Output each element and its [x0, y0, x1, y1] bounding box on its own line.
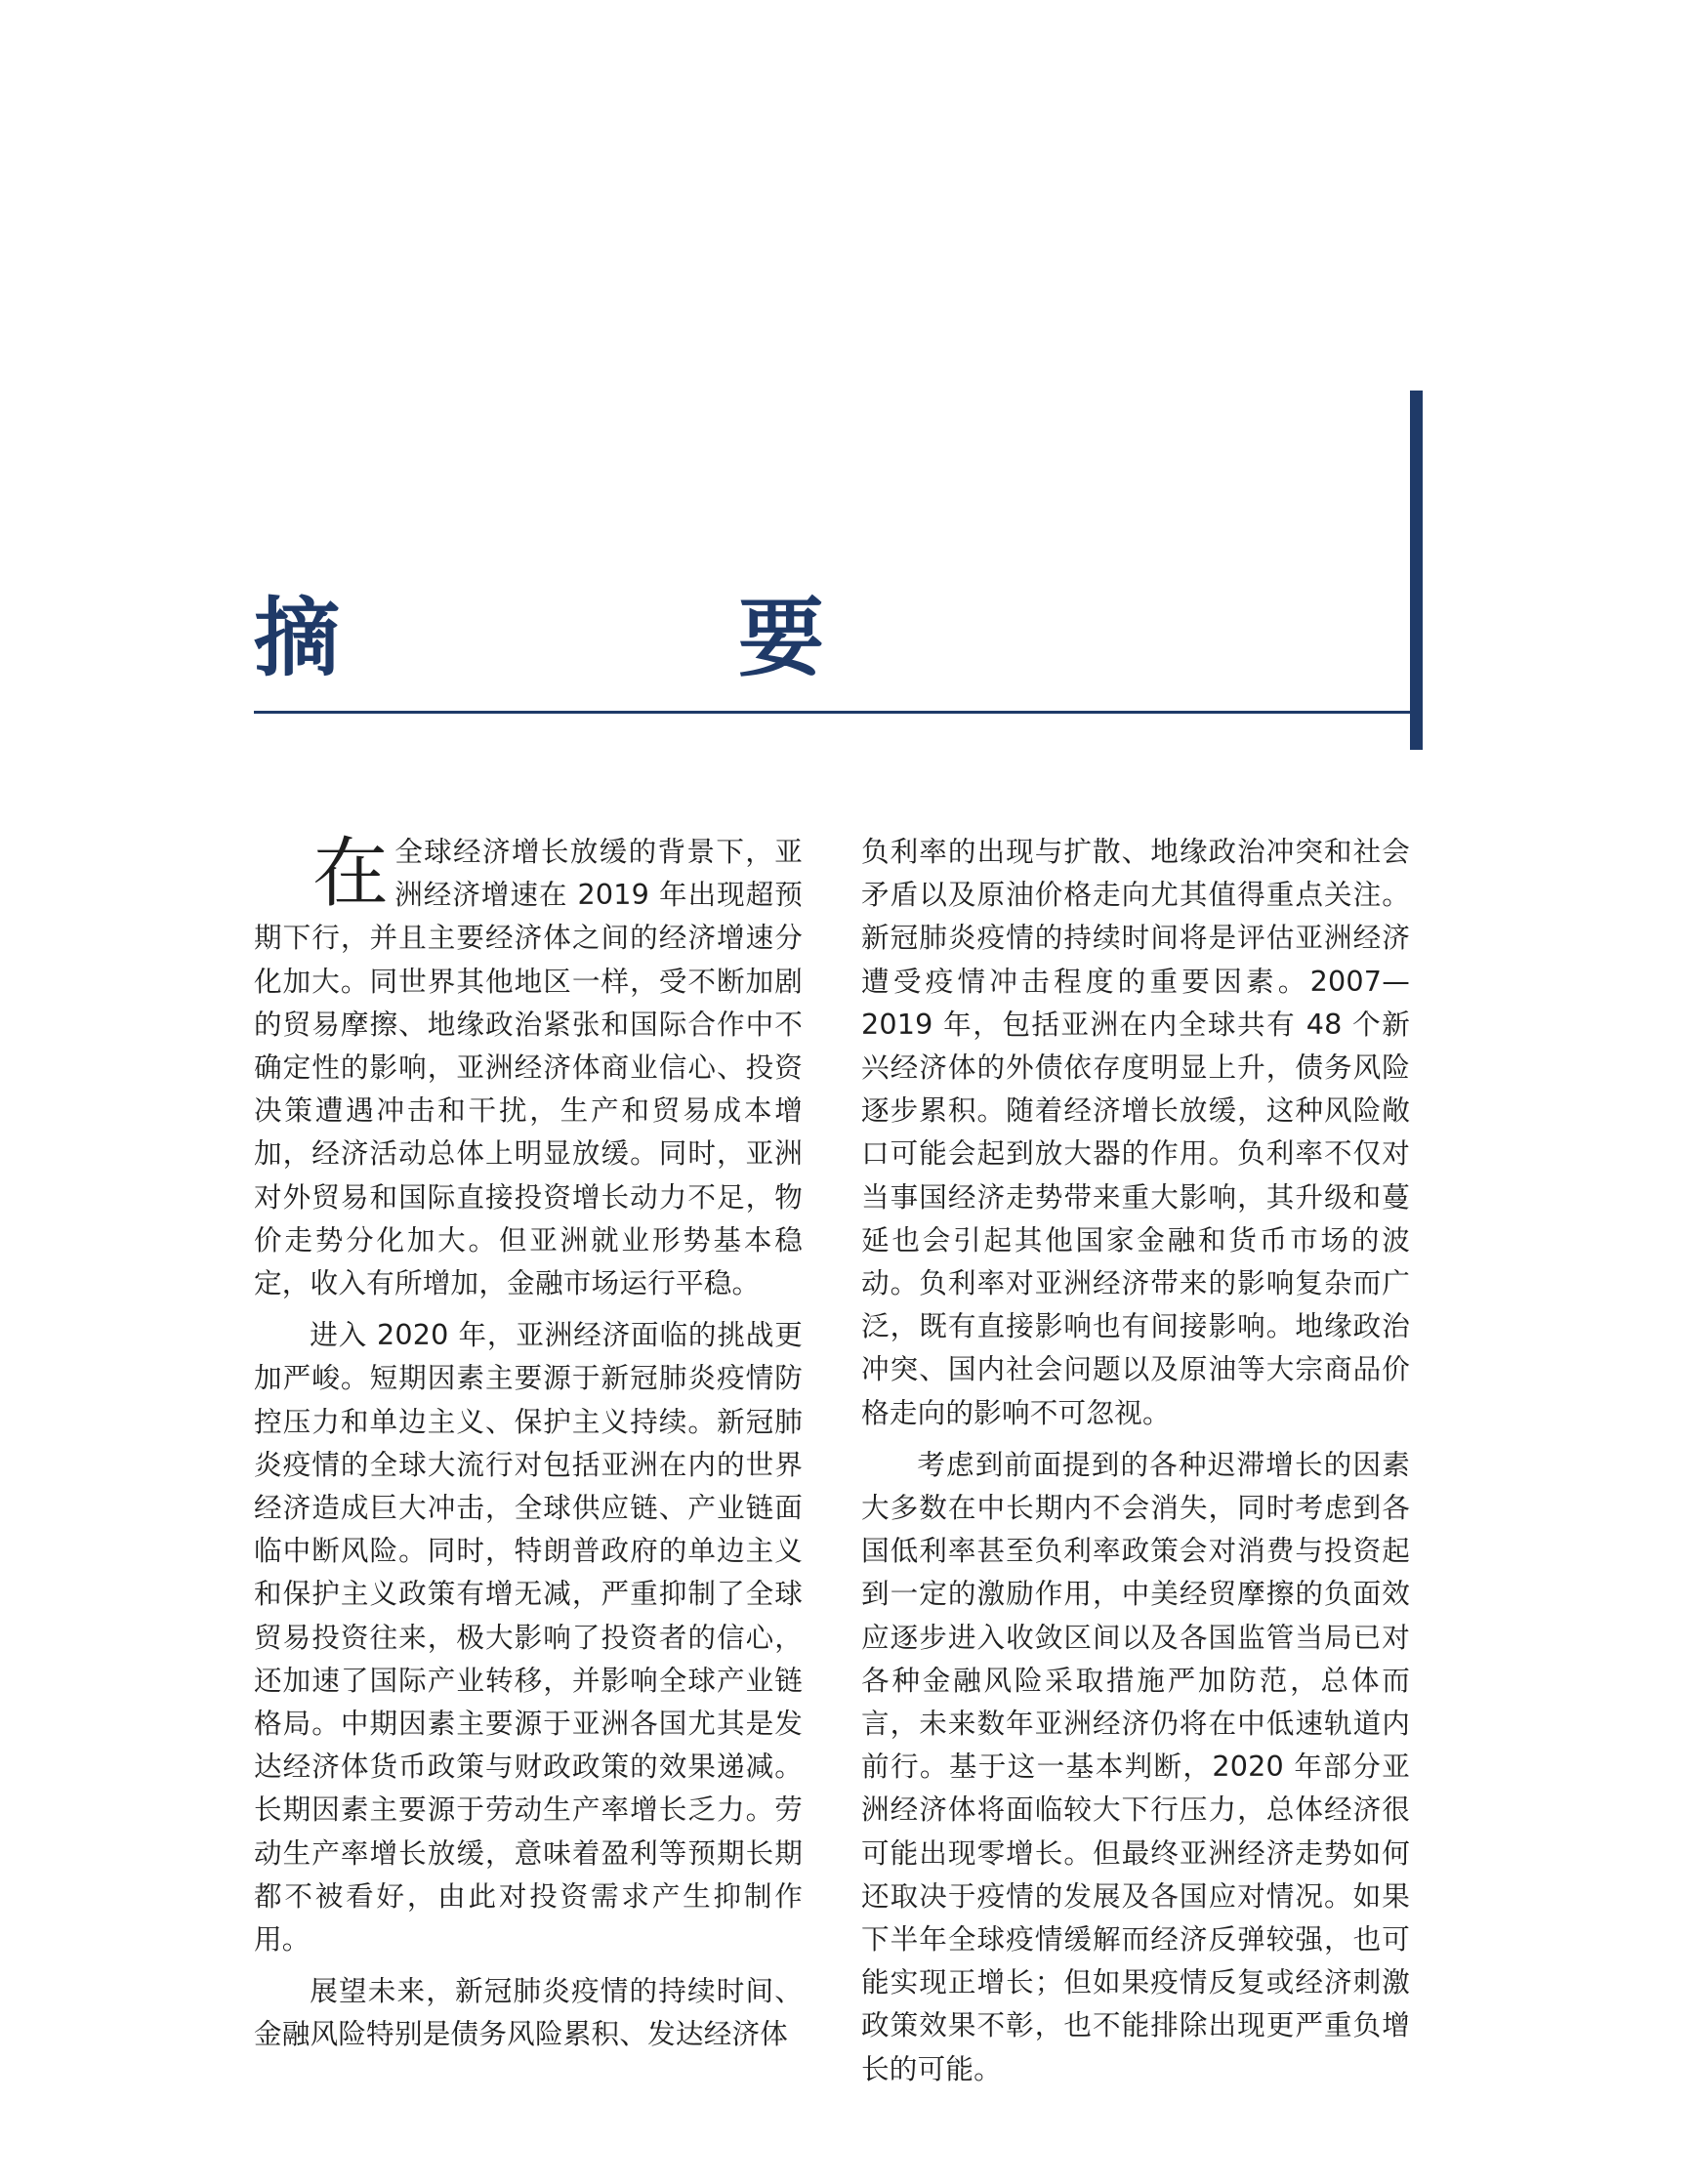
paragraph-1: [254, 830, 803, 1304]
right-column: [861, 830, 1410, 2099]
drop-cap: 在: [312, 830, 390, 918]
title-accent-bar: [1410, 391, 1423, 750]
title-underline: [254, 711, 1416, 714]
paragraph-2: 进入 2020 年，亚洲经济面临的挑战更加严峻。短期因素主要源于新冠肺炎疫情防控压力和单边主义、保护主义持续。新冠肺炎疫情的全球大流行对包括亚洲在内的世界经济造成巨大冲击，全球供应链、产业链面临中断风险。同时，特朗普政府的单边主义和保护主义政策有增无减，严重抑制了全球贸易投资往来，极大影响了投资者的信心，还加速了国际产业转移，并影响全球产业链格局。中期因素主要源于亚洲各国尤其是发达经济体货币政策与财政政策的效果递减。长期因素主要源于劳动生产率增长乏力。劳动生产率增长放缓，意味着盈利等预期长期都不被看好，由此对投资需求产生抑制作用。: [254, 1318, 803, 1957]
paragraph-3-continued: 负利率的出现与扩散、地缘政治冲突和社会矛盾以及原油价格走向尤其值得重点关注。新冠肺炎疫情的持续时间将是评估亚洲经济遭受疫情冲击程度的重要因素。2007—2019 年，包括亚洲在内全球共有 48 个新兴经济体的外债依存度明显上升，债务风险逐步累积。随着经济增长放缓，这种风险敞口可能会起到放大器的作用。负利率不仅对当事国经济走势带来重大影响，其升级和蔓延也会引起其他国家金融和货币市场的波动。负利率对亚洲经济带来的影响复杂而广泛，既有直接影响也有间接影响。地缘政治冲突、国内社会问题以及原油等大宗商品价格走向的影响不可忽视。: [861, 835, 1410, 1429]
paragraph-3: 展望未来，新冠肺炎疫情的持续时间、金融风险特别是债务风险累积、发达经济体: [254, 1974, 803, 2051]
page-title: 摘 要: [254, 588, 981, 688]
paragraph-1-text: 全球经济增长放缓的背景下，亚洲经济增速在 2019 年出现超预期下行，并且主要经济体之间的经济增速分化加大。同世界其他地区一样，受不断加剧的贸易摩擦、地缘政治紧张和国际合作中不确定性的影响，亚洲经济体商业信心、投资决策遭遇冲击和干扰，生产和贸易成本增加，经济活动总体上明显放缓。同时，亚洲对外贸易和国际直接投资增长动力不足，物价走势分化加大。但亚洲就业形势基本稳定，收入有所增加，金融市场运行平稳。: [254, 835, 803, 1300]
left-column: [254, 830, 803, 2065]
paragraph-4: 考虑到前面提到的各种迟滞增长的因素大多数在中长期内不会消失，同时考虑到各国低利率甚至负利率政策会对消费与投资起到一定的激励作用，中美经贸摩擦的负面效应逐步进入收敛区间以及各国监管当局已对各种金融风险采取措施严加防范，总体而言，未来数年亚洲经济仍将在中低速轨道内前行。基于这一基本判断，2020 年部分亚洲经济体将面临较大下行压力，总体经济很可能出现零增长。但最终亚洲经济走势如何还取决于疫情的发展及各国应对情况。如果下半年全球疫情缓解而经济反弹较强，也可能实现正增长；但如果疫情反复或经济刺激政策效果不彰，也不能排除出现更严重负增长的可能。: [861, 1447, 1410, 2085]
